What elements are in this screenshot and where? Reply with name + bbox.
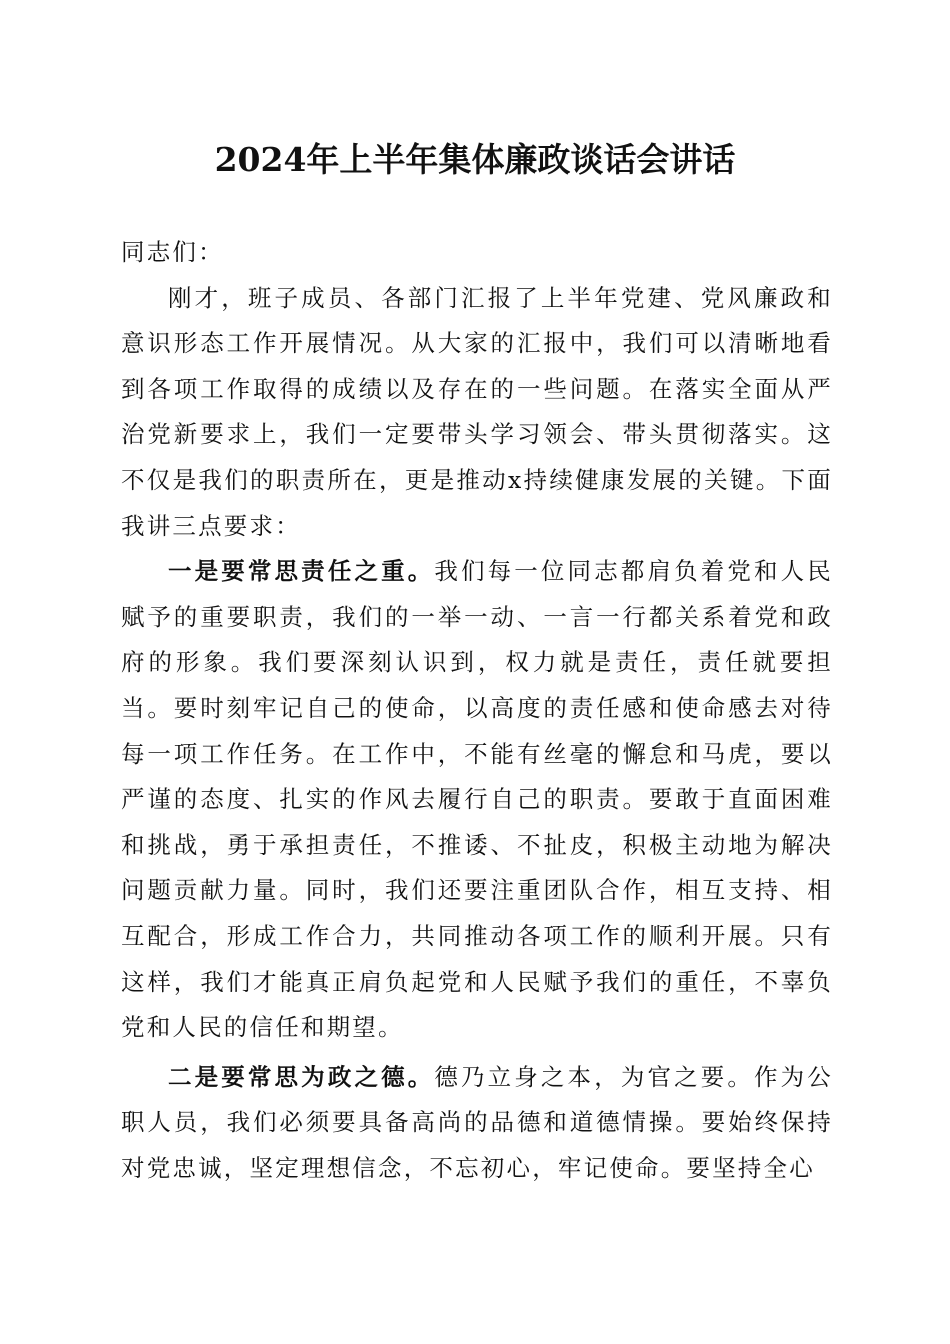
- document-body: [121, 230, 833, 1191]
- paragraph-lead: 二是要常思为政之德。: [168, 1062, 435, 1091]
- paragraph-point-one: [121, 549, 833, 1051]
- paragraph-text: 刚才，班子成员、各部门汇报了上半年党建、党风廉政和意识形态工作开展情况。从大家的汇报中，我们可以清晰地看到各项工作取得的成绩以及存在的一些问题。在落实全面从严治党新要求上，我们一定要带头学习领会、带头贯彻落实。这不仅是我们的职责所在，更是推动x持续健康发展的关键。下面我讲三点要求：: [121, 283, 833, 540]
- paragraph-text: 德乃立身之本，为官之要。作为公职人员，我们必须要具备高尚的品德和道德情操。要始终保持对党忠诚，坚定理想信念，不忘初心，牢记使命。要坚持全心: [121, 1062, 833, 1182]
- salutation: 同志们：: [121, 238, 224, 266]
- paragraph-text: 我们每一位同志都肩负着党和人民赋予的重要职责，我们的一举一动、一言一行都关系着党和政府的形象。我们要深刻认识到，权力就是责任，责任就要担当。要时刻牢记自己的使命，以高度的责任感和使命感去对待每一项工作任务。在工作中，不能有丝毫的懈怠和马虎，要以严谨的态度、扎实的作风去履行自己的职责。要敢于直面困难和挑战，勇于承担责任，不推诿、不扯皮，积极主动地为解决问题贡献力量。同时，我们还要注重团队合作，相互支持、相互配合，形成工作合力，共同推动各项工作的顺利开展。只有这样，我们才能真正肩负起党和人民赋予我们的重任，不辜负党和人民的信任和期望。: [121, 557, 833, 1042]
- paragraph-lead: 一是要常思责任之重。: [168, 557, 435, 586]
- paragraph-intro: [121, 276, 833, 550]
- paragraph-point-two: [121, 1055, 833, 1192]
- document-title: 2024年上半年集体廉政谈话会讲话: [214, 140, 736, 179]
